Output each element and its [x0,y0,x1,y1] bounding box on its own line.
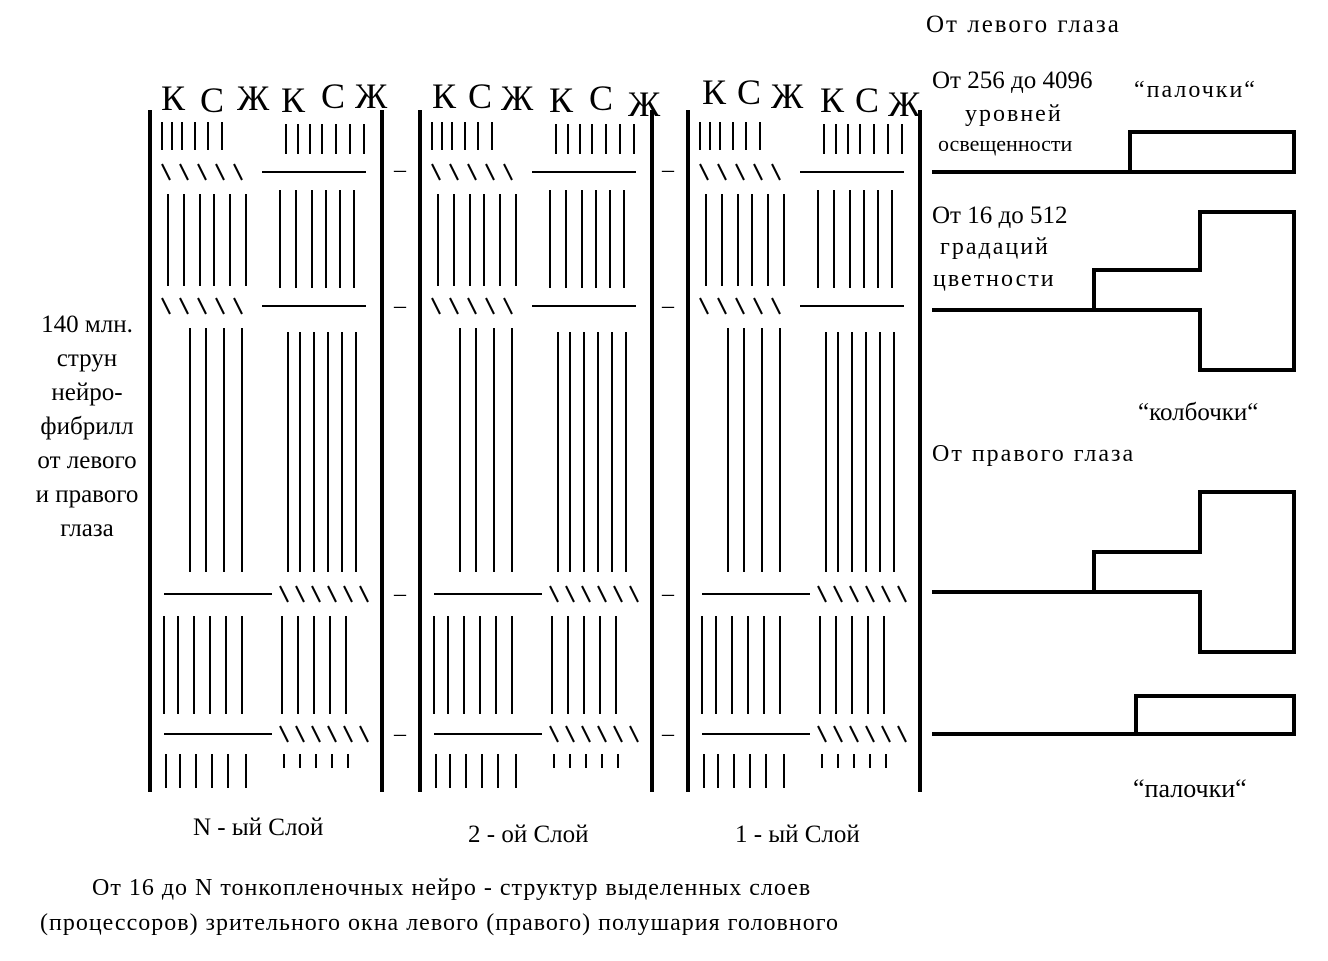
fiber-junction [882,586,890,602]
fiber-junction [882,726,890,742]
fiber-junction [280,586,288,602]
fiber-junction [432,164,440,180]
channel-label: К [549,80,574,120]
channel-label: Ж [888,84,921,124]
fiber-junction [468,298,476,314]
fiber-junction [216,164,224,180]
fibrils-label-line: и правого [35,481,139,508]
fiber-junction [180,164,188,180]
fiber-junction [898,586,906,602]
fiber-junction [504,298,512,314]
brightness-range: От 256 до 4096 [932,67,1093,94]
cones-label: “колбочки“ [1138,399,1259,426]
fibrils-label-line: глаза [60,515,114,542]
brightness-desc: освещенности [938,131,1073,156]
fiber-junction [234,164,242,180]
color-range: От 16 до 512 [932,202,1068,229]
channel-label: К [820,80,845,120]
fiber-junction [866,586,874,602]
layer-separator: – [394,293,406,319]
fiber-junction [582,586,590,602]
left-eye-title: От левого глаза [926,11,1121,38]
fibrils-label-line: нейро- [51,379,123,406]
fiber-junction [700,298,708,314]
fiber-junction [344,726,352,742]
layer-separator: – [394,581,406,607]
fiber-junction [754,164,762,180]
fiber-junction [614,726,622,742]
fiber-junction [834,726,842,742]
fiber-junction [280,726,288,742]
fiber-junction [432,298,440,314]
fiber-junction [850,726,858,742]
layer-separator: – [662,721,674,747]
fiber-junction [312,726,320,742]
fiber-junction [344,586,352,602]
layer-separator: – [662,293,674,319]
fiber-junction [754,298,762,314]
fiber-junction [234,298,242,314]
fiber-junction [772,164,780,180]
fiber-junction [328,726,336,742]
fiber-junction [566,726,574,742]
neuro-layers [150,110,920,792]
fiber-junction [850,586,858,602]
fiber-junction [718,164,726,180]
channel-label: К [161,78,186,118]
fiber-junction [198,164,206,180]
channel-label: С [468,76,493,116]
fiber-junction [630,726,638,742]
layer-separator: – [662,581,674,607]
fiber-junction [328,586,336,602]
channel-label: С [737,72,762,112]
layer-separator: – [394,721,406,747]
cone-shape-bottom [932,492,1294,652]
fiber-junction [450,164,458,180]
brightness-desc: уровней [965,101,1063,127]
fiber-junction [700,164,708,180]
fibrils-label [22,308,152,546]
channel-label: К [432,76,457,116]
rods-label-bottom: “палочки“ [1133,774,1247,803]
fiber-junction [216,298,224,314]
fiber-junction [162,164,170,180]
fiber-junction [360,726,368,742]
fiber-junction [296,726,304,742]
fiber-junction [504,164,512,180]
fiber-junction [898,726,906,742]
fiber-junction [614,586,622,602]
footer-line-1: От 16 до N тонкопленочных нейро - структур выделенных слоев [92,875,812,901]
channel-label: С [200,80,225,120]
fibrils-label-line: от левого [37,447,137,474]
channel-label: Ж [237,78,270,118]
layer-separator: – [662,157,674,183]
fiber-junction [736,298,744,314]
fiber-junction [550,726,558,742]
fiber-junction [162,298,170,314]
right-eye-title: От правого глаза [932,441,1136,467]
channel-label: К [702,72,727,112]
fiber-junction [198,298,206,314]
layer-label: 1 - ый Слой [735,821,860,848]
fiber-junction [566,586,574,602]
fiber-junction [834,586,842,602]
fiber-junction [486,298,494,314]
fiber-junction [630,586,638,602]
fiber-junction [772,298,780,314]
fiber-junction [818,586,826,602]
channel-label: К [281,80,306,120]
fiber-junction [582,726,590,742]
channel-label: Ж [355,76,388,116]
fiber-junction [736,164,744,180]
color-desc: градаций [940,234,1050,260]
fiber-junction [450,298,458,314]
channel-label: Ж [501,78,534,118]
channel-label: С [855,80,880,120]
fiber-junction [550,586,558,602]
fibrils-label-line: фибрилл [40,413,134,440]
fiber-junction [718,298,726,314]
fiber-junction [180,298,188,314]
fiber-junction [818,726,826,742]
fibrils-label-line: 140 млн. [41,311,133,338]
rod-shape-bottom [932,696,1294,734]
fiber-junction [486,164,494,180]
layer-label: N - ый Слой [193,814,324,841]
channel-label: Ж [771,76,804,116]
fiber-junction [360,586,368,602]
layer-separator: – [394,157,406,183]
color-desc: цветности [933,266,1056,292]
channel-label: С [321,76,346,116]
fiber-junction [468,164,476,180]
layer-label: 2 - ой Слой [468,821,589,848]
channel-label: С [589,78,614,118]
fiber-junction [312,586,320,602]
rods-label-top: “палочки“ [1134,77,1257,103]
channel-label: Ж [628,84,661,124]
fiber-junction [296,586,304,602]
fiber-junction [598,586,606,602]
fiber-junction [598,726,606,742]
fiber-junction [866,726,874,742]
footer-line-2: (процессоров) зрительного окна левого (правого) полушария головного [40,910,839,936]
fibrils-label-line: струн [56,345,118,372]
